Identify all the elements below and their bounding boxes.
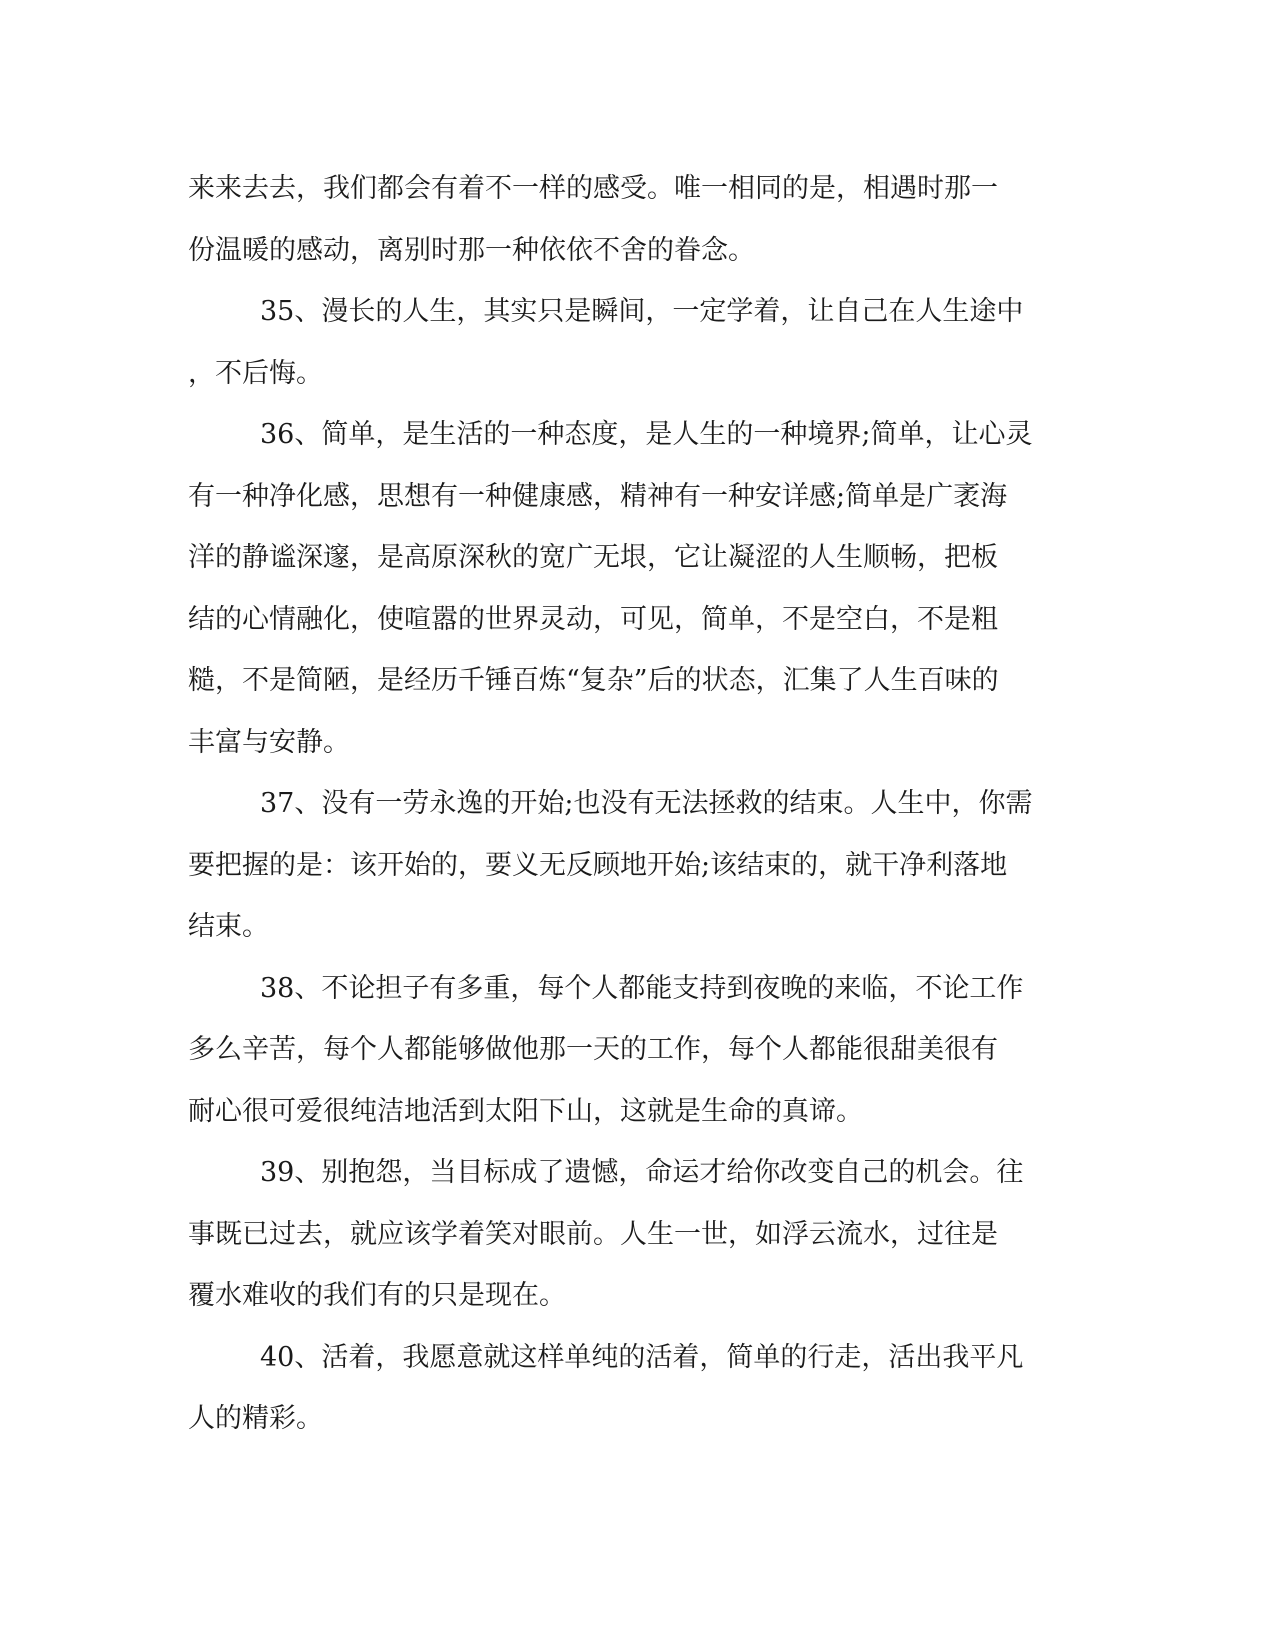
text-line: 覆水难收的我们有的只是现在。 — [188, 1280, 566, 1311]
document-body — [188, 158, 1088, 1450]
text-line: 要把握的是：该开始的，要义无反顾地开始;该结束的，就干净利落地 — [188, 849, 1008, 881]
paragraph-37-line: 37、没有一劳永逸的开始;也没有无法拯救的结束。人生中，你需 — [260, 788, 1033, 819]
text-line: 人的精彩。 — [188, 1403, 323, 1434]
text-line: 洋的静谧深邃，是高原深秋的宽广无垠，它让凝涩的人生顺畅，把板 — [188, 542, 998, 573]
paragraph-35-line: 35、漫长的人生，其实只是瞬间，一定学着，让自己在人生途中 — [260, 296, 1024, 327]
text-line: 多么辛苦，每个人都能够做他那一天的工作，每个人都能很甜美很有 — [188, 1034, 998, 1065]
text-line: 结的心情融化，使喧嚣的世界灵动，可见，简单，不是空白，不是粗 — [188, 603, 998, 635]
text-line: ，不后悔。 — [188, 357, 323, 389]
paragraph-36-line: 36、简单，是生活的一种态度，是人生的一种境界;简单，让心灵 — [260, 419, 1033, 450]
text-line: 事既已过去，就应该学着笑对眼前。人生一世，如浮云流水，过往是 — [188, 1218, 998, 1250]
text-line: 糙，不是简陋，是经历千锤百炼“复杂”后的状态，汇集了人生百味的 — [188, 665, 999, 696]
text-line: 份温暖的感动，离别时那一种依依不舍的眷念。 — [188, 234, 755, 266]
text-line: 来来去去，我们都会有着不一样的感受。唯一相同的是，相遇时那一 — [188, 173, 998, 204]
text-line: 有一种净化感，思想有一种健康感，精神有一种安详感;简单是广袤海 — [188, 480, 1008, 512]
paragraph-39-line: 39、别抱怨，当目标成了遗憾，命运才给你改变自己的机会。往 — [260, 1157, 1024, 1188]
text-line: 丰富与安静。 — [188, 726, 350, 758]
paragraph-38-line: 38、不论担子有多重，每个人都能支持到夜晚的来临，不论工作 — [260, 972, 1024, 1004]
text-line: 结束。 — [188, 911, 269, 942]
text-line: 耐心很可爱很纯洁地活到太阳下山，这就是生命的真谛。 — [188, 1095, 863, 1127]
paragraph-40-line: 40、活着，我愿意就这样单纯的活着，简单的行走，活出我平凡 — [260, 1341, 1024, 1373]
